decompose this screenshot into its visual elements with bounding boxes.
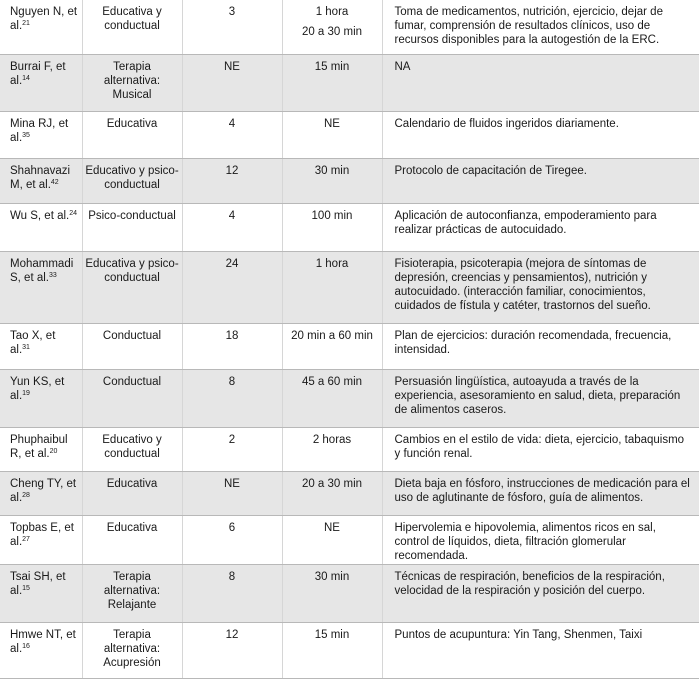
author-cell: Yun KS, et al.$^{19}$ xyxy=(0,369,82,427)
intervention-type-cell: Educativa xyxy=(82,111,182,158)
sessions-cell: 8 xyxy=(182,564,282,622)
duration-cell: NE xyxy=(282,111,382,158)
table-row xyxy=(0,515,699,564)
author-cell: Cheng TY, et al.$^{28}$ xyxy=(0,471,82,515)
content-cell: Toma de medicamentos, nutrición, ejercicio, dejar de fumar, comprensión de resultados clínicos, uso de recursos disponibles para la autogestión de la ERC. xyxy=(382,0,699,54)
table-row xyxy=(0,369,699,427)
author-cell: Tsai SH, et al.$^{15}$ xyxy=(0,564,82,622)
table-row xyxy=(0,564,699,622)
sessions-cell: 4 xyxy=(182,203,282,251)
content-cell: Calendario de fluidos ingeridos diariamente. xyxy=(382,111,699,158)
duration-cell: 30 min xyxy=(282,564,382,622)
duration-cell: 1 hora 20 a 30 min xyxy=(282,0,382,54)
sessions-cell: 8 xyxy=(182,369,282,427)
author-cell: Burrai F, et al.$^{14}$ xyxy=(0,54,82,111)
content-cell: Puntos de acupuntura: Yin Tang, Shenmen, Taixi xyxy=(382,622,699,678)
content-cell: Dieta baja en fósforo, instrucciones de medicación para el uso de aglutinante de fósforo, guía de alimentos. xyxy=(382,471,699,515)
intervention-type-cell: Educativa xyxy=(82,515,182,564)
table-row xyxy=(0,54,699,111)
sessions-cell: 2 xyxy=(182,427,282,471)
table-row xyxy=(0,251,699,323)
author-cell: Shahnavazi M, et al.$^{42}$ xyxy=(0,158,82,203)
intervention-type-cell: Terapia alternativa: Relajante xyxy=(82,564,182,622)
intervention-type-cell: Terapia alternativa: Musical xyxy=(82,54,182,111)
table-row xyxy=(0,427,699,471)
sessions-cell: 24 xyxy=(182,251,282,323)
content-cell: Protocolo de capacitación de Tiregee. xyxy=(382,158,699,203)
duration-cell: 45 a 60 min xyxy=(282,369,382,427)
sessions-cell: 12 xyxy=(182,622,282,678)
duration-cell: 1 hora xyxy=(282,251,382,323)
author-cell: Mina RJ, et al.$^{35}$ xyxy=(0,111,82,158)
intervention-type-cell: Educativa y conductual xyxy=(82,0,182,54)
duration-cell: 100 min xyxy=(282,203,382,251)
intervention-type-cell: Conductual xyxy=(82,323,182,369)
table-row xyxy=(0,622,699,678)
author-cell: Wu S, et al.$^{24}$ xyxy=(0,203,82,251)
table-row xyxy=(0,203,699,251)
author-cell: Mohammadi S, et al.$^{33}$ xyxy=(0,251,82,323)
intervention-type-cell: Terapia alternativa: Acupresión xyxy=(82,622,182,678)
intervention-type-cell: Conductual xyxy=(82,369,182,427)
author-cell: Topbas E, et al.$^{27}$ xyxy=(0,515,82,564)
author-cell: Tao X, et al.$^{31}$ xyxy=(0,323,82,369)
duration-cell: 15 min xyxy=(282,54,382,111)
content-cell: Plan de ejercicios: duración recomendada, frecuencia, intensidad. xyxy=(382,323,699,369)
table-row xyxy=(0,323,699,369)
content-cell: Fisioterapia, psicoterapia (mejora de síntomas de depresión, creencias y pensamientos), nutrición y autocuidado. (interacción familiar, conocimientos, cuidados de fístula y catéter, trastornos del sueño. xyxy=(382,251,699,323)
table-row xyxy=(0,0,699,54)
author-cell: Nguyen N, et al.$^{21}$ xyxy=(0,0,82,54)
author-cell: Phuphaibul R, et al.$^{20}$ xyxy=(0,427,82,471)
duration-cell: 20 min a 60 min xyxy=(282,323,382,369)
sessions-cell: 4 xyxy=(182,111,282,158)
content-cell: Hipervolemia e hipovolemia, alimentos ricos en sal, control de líquidos, dieta, filtración glomerular recomendada. xyxy=(382,515,699,564)
sessions-cell: 3 xyxy=(182,0,282,54)
intervention-type-cell: Educativo y conductual xyxy=(82,427,182,471)
duration-cell: 30 min xyxy=(282,158,382,203)
content-cell: NA xyxy=(382,54,699,111)
sessions-cell: 18 xyxy=(182,323,282,369)
table-row xyxy=(0,471,699,515)
duration-cell: NE xyxy=(282,515,382,564)
sessions-cell: 6 xyxy=(182,515,282,564)
content-cell: Técnicas de respiración, beneficios de la respiración, velocidad de la respiración y posición del cuerpo. xyxy=(382,564,699,622)
author-cell: Hmwe NT, et al.$^{16}$ xyxy=(0,622,82,678)
duration-cell: 20 a 30 min xyxy=(282,471,382,515)
content-cell: Cambios en el estilo de vida: dieta, ejercicio, tabaquismo y función renal. xyxy=(382,427,699,471)
sessions-cell: NE xyxy=(182,471,282,515)
content-cell: Persuasión lingüística, autoayuda a través de la experiencia, asesoramiento en salud, dieta, preparación de alimentos caseros. xyxy=(382,369,699,427)
intervention-type-cell: Educativa y psico-conductual xyxy=(82,251,182,323)
duration-cell: 15 min xyxy=(282,622,382,678)
intervention-type-cell: Educativo y psico-conductual xyxy=(82,158,182,203)
sessions-cell: NE xyxy=(182,54,282,111)
content-cell: Aplicación de autoconfianza, empoderamiento para realizar prácticas de autocuidado. xyxy=(382,203,699,251)
sessions-cell: 12 xyxy=(182,158,282,203)
intervention-type-cell: Psico-conductual xyxy=(82,203,182,251)
intervention-type-cell: Educativa xyxy=(82,471,182,515)
table-row xyxy=(0,158,699,203)
duration-cell: 2 horas xyxy=(282,427,382,471)
table-row xyxy=(0,111,699,158)
